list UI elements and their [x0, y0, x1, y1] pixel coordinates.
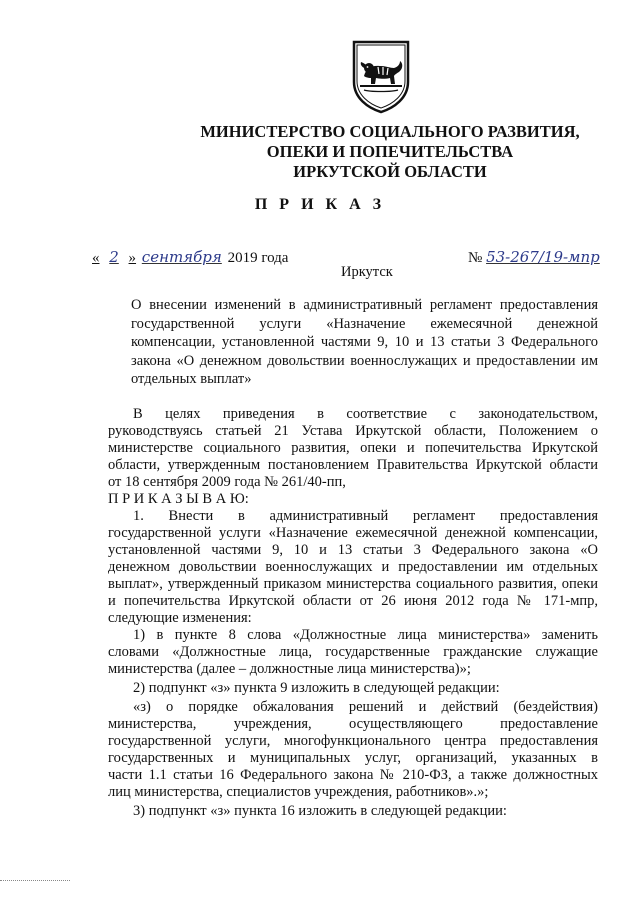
body-line: министерства (далее – должностные лица министерства)»; — [108, 661, 471, 677]
body-line: 3) подпункт «з» пункта 16 изложить в следующей редакции: — [133, 803, 507, 819]
body-line: и попечительства Иркутской области от 26 июня 2012 года № 171-мпр, — [108, 593, 598, 609]
body-line: денежном довольствии военнослужащих и предоставлении им отдельных — [108, 559, 598, 575]
body-line: 1) в пункте 8 слова «Должностные лица министерства» заменить — [133, 627, 598, 643]
document-type-title: П Р И К А З — [254, 196, 386, 213]
subject-text: О внесении изменений в административный регламент предоставления государственной услуги «Назначение ежемесячной денежной компенсации, установленной частями 9, 10 и 13 статьи 3 Федерального закона «О денежном довольствии военнослужащих и предоставлении им отдельных выплат» — [131, 297, 598, 387]
body-line: министерстве социального развития, опеки и попечительства Иркутской — [108, 440, 598, 456]
body-line: словами «Должностные лица, государственные гражданские служащие — [108, 644, 598, 660]
date-day: 2 — [109, 248, 119, 266]
body-line: 2) подпункт «з» пункта 9 изложить в следующей редакции: — [133, 680, 500, 696]
body-line: от 18 сентября 2009 года № 261/40-пп, — [108, 474, 346, 490]
page-edge-mark — [0, 880, 70, 881]
body-line: 1. Внести в административный регламент предоставления — [133, 508, 598, 524]
body-line: государственной услуги, многофункционального центра предоставления — [108, 733, 598, 749]
body-line: министерства, учреждения, осуществляющего предоставление — [108, 716, 598, 732]
date-close-quote: » — [128, 250, 137, 266]
body-line: части 1.1 статьи 16 Федерального закона № 210-ФЗ, а также должностных — [108, 767, 598, 783]
order-command: П Р И К А З Ы В А Ю: — [108, 491, 249, 507]
date-open-quote: « — [92, 250, 100, 266]
body-line: установленной частями 9, 10 и 13 статьи 3 Федерального закона «О — [108, 542, 598, 558]
body-line: государственной услуги «Назначение ежемесячной денежной компенсации, — [108, 525, 598, 541]
order-date — [92, 248, 288, 267]
order-number — [468, 248, 600, 267]
ministry-line: ИРКУТСКОЙ ОБЛАСТИ — [293, 162, 487, 181]
body-line: лиц министерства, специалистов учреждения, работников».»; — [108, 784, 489, 800]
number-value: 53-267/19-мпр — [486, 248, 600, 266]
body-line: следующие изменения: — [108, 610, 252, 626]
body-line: области, утвержденным постановлением Правительства Иркутской области — [108, 457, 598, 473]
body-line: государственных и муниципальных услуг, организаций, указанных в — [108, 750, 598, 766]
date-month: сентября — [141, 248, 222, 266]
city: Иркутск — [341, 264, 393, 280]
body-line: выплат», утвержденный приказом министерства социального развития, опеки — [108, 576, 598, 592]
ministry-line: ОПЕКИ И ПОПЕЧИТЕЛЬСТВА — [266, 142, 514, 161]
date-year: 2019 года — [227, 250, 289, 266]
order-subject — [131, 296, 598, 389]
coat-of-arms-icon — [350, 38, 412, 114]
ministry-line: МИНИСТЕРСТВО СОЦИАЛЬНОГО РАЗВИТИЯ, — [200, 122, 580, 141]
body-line: руководствуясь статьей 21 Устава Иркутской области, Положением о — [108, 423, 598, 439]
number-prefix: № — [468, 250, 483, 266]
ministry-name — [120, 122, 640, 182]
body-line: В целях приведения в соответствие с законодательством, — [133, 406, 598, 422]
body-line: «з) о порядке обжалования решений и действий (бездействия) — [133, 699, 598, 715]
